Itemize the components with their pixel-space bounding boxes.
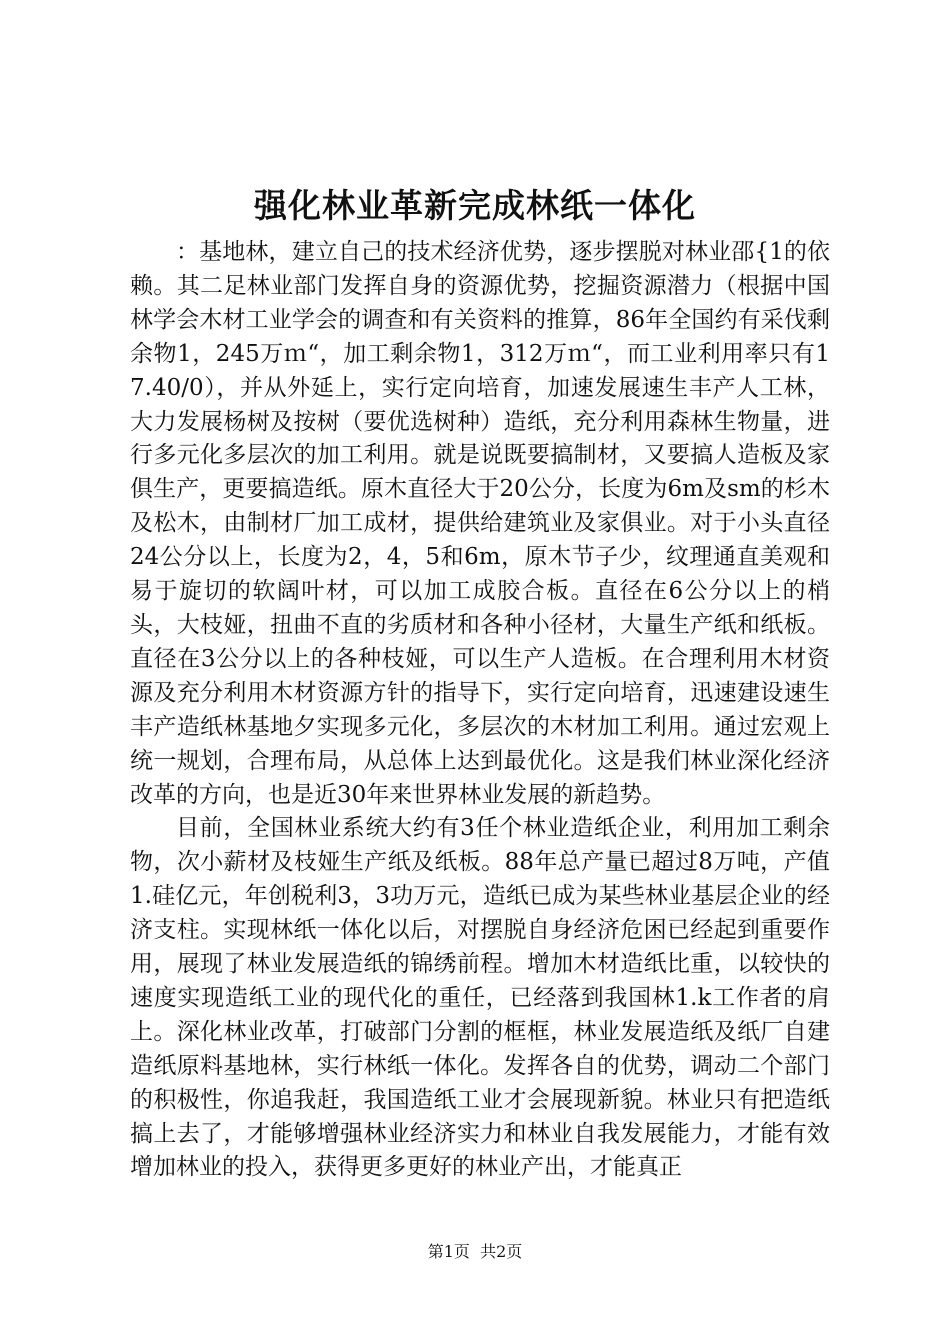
body-paragraph-1: ：基地林，建立自己的技术经济优势，逐步摆脱对林业邵{1的依赖。其二足林业部门发挥自身的资源优势，挖掘资源潜力（根据中国林学会木材工业学会的调查和有关资料的推算，86年全国约有采伐剩余物1，245万ｍ“，加工剩余物1，312万ｍ“，而工业利用率只有17.40/0），并从外延上，实行定向培育，加速发展速生丰产人工林，大力发展杨树及按树（要优选树种）造纸，充分利用森林生物量，进行多元化多层次的加工利用。就是说既要搞制材，又要搞人造板及家俱生产，更要搞造纸。原木直径大于20公分，长度为6m及sm的杉木及松木，由制材厂加工成材，提供给建筑业及家俱业。对于小头直径24公分以上，长度为2，4，5和6m，原木节子少，纹理通直美观和易于旋切的软阔叶材，可以加工成胶合板。直径在6公分以上的梢头，大枝娅，扭曲不直的劣质材和各种小径材，大量生产纸和纸板。直径在3公分以上的各种枝娅，可以生产人造板。在合理利用木材资源及充分利用木材资源方针的指导下，实行定向培育，迅速建设速生丰产造纸林基地夕实现多元化，多层次的木材加工利用。通过宏观上统一规划，合理布局，从总体上达到最优化。这是我们林业深化经济改革的方向，也是近30年来世界林业发展的新趋势。: [130, 239, 830, 808]
document-body: [130, 236, 830, 1185]
footer-gap: [470, 1242, 480, 1261]
page-footer: [0, 1241, 950, 1263]
body-paragraph-2: 目前，全国林业系统大约有3任个林业造纸企业，利用加工剩余物，次小薪材及枝娅生产纸及纸板。88年总产量已超过8万吨，产值1.硅亿元，年创税利3，3功万元，造纸已成为某些林业基层企业的经济支柱。实现林纸一体化以后，对摆脱自身经济危困已经起到重要作用，展现了林业发展造纸的锦绣前程。增加木材造纸比重，以较快的速度实现造纸工业的现代化的重任，已经落到我国林1.k工作者的肩上。深化林业改革，打破部门分割的框框，林业发展造纸及纸厂自建造纸原料基地林，实行林纸一体化。发挥各自的优势，调动二个部门的积极性，你追我赶，我国造纸工业才会展现新貌。林业只有把造纸搞上去了，才能够增强林业经济实力和林业自我发展能力，才能有效增加林业的投入，获得更多更好的林业产出，才能真正: [130, 815, 830, 1181]
document-title: 强化林业革新完成林纸一体化: [254, 186, 696, 225]
page-number: 第1页: [427, 1242, 470, 1261]
page-total: 共2页: [480, 1242, 523, 1261]
